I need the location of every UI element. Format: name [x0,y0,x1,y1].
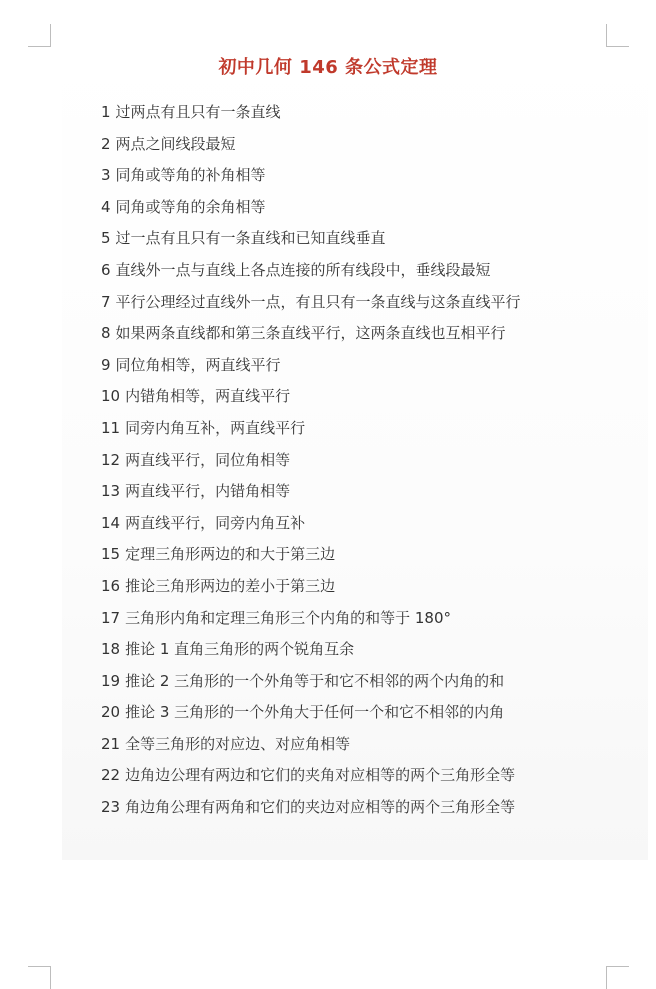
theorem-item [101,320,521,352]
theorem-number: 6 [101,260,111,279]
theorem-number: 19 [101,671,121,690]
theorem-text: 同角或等角的余角相等 [115,197,266,216]
theorem-number: 2 [101,134,111,153]
theorem-number: 3 [101,166,111,185]
theorem-number: 12 [101,450,121,469]
theorem-item [101,131,521,163]
theorem-item [101,289,521,321]
theorem-text: 过一点有且只有一条直线和已知直线垂直 [115,229,386,248]
theorem-item [101,447,521,479]
theorem-text: 过两点有且只有一条直线 [115,103,281,121]
theorem-item [101,605,521,637]
theorem-text: 三角形内角和定理三角形三个内角的和等于 180° [125,608,451,627]
theorem-number: 7 [101,292,111,311]
theorem-number: 4 [101,197,111,216]
theorem-number: 10 [101,387,121,406]
theorem-number: 1 [101,103,111,121]
theorem-item [101,541,521,573]
theorem-text: 推论 2 三角形的一个外角等于和它不相邻的两个内角的和 [125,671,505,690]
theorem-text: 如果两条直线都和第三条直线平行，这两条直线也互相平行 [115,324,506,343]
theorem-number: 23 [101,798,121,817]
theorem-text: 边角边公理有两边和它们的夹角对应相等的两个三角形全等 [125,766,516,785]
theorem-item [101,668,521,700]
theorem-item [101,510,521,542]
theorem-text: 定理三角形两边的和大于第三边 [125,545,336,564]
theorem-number: 18 [101,640,121,659]
theorem-item [101,194,521,226]
theorem-number: 8 [101,324,111,343]
theorem-text: 内错角相等，两直线平行 [125,387,291,406]
theorem-number: 22 [101,766,121,785]
theorem-number: 15 [101,545,121,564]
theorem-item [101,383,521,415]
theorem-item [101,99,521,131]
theorem-number: 14 [101,513,121,532]
theorem-number: 13 [101,482,121,501]
theorem-number: 21 [101,734,121,753]
theorem-text: 推论三角形两边的差小于第三边 [125,576,336,595]
theorem-number: 16 [101,576,121,595]
theorem-text: 两直线平行，同旁内角互补 [125,513,306,532]
crop-mark-top-right [606,24,629,47]
document-title: 初中几何 146 条公式定理 [218,57,438,78]
theorem-item [101,794,521,826]
theorem-number: 17 [101,608,121,627]
theorem-text: 两直线平行，同位角相等 [125,450,291,469]
theorem-item [101,699,521,731]
theorem-list [101,99,521,826]
theorem-text: 直线外一点与直线上各点连接的所有线段中，垂线段最短 [115,260,491,279]
theorem-number: 5 [101,229,111,248]
theorem-item [101,731,521,763]
theorem-number: 11 [101,418,121,437]
theorem-item [101,636,521,668]
theorem-text: 角边角公理有两角和它们的夹边对应相等的两个三角形全等 [125,798,516,817]
theorem-item [101,352,521,384]
theorem-item [101,573,521,605]
theorem-text: 平行公理经过直线外一点，有且只有一条直线与这条直线平行 [115,292,521,311]
theorem-item [101,762,521,794]
theorem-item [101,225,521,257]
crop-mark-top-left [28,24,51,47]
theorem-number: 20 [101,703,121,722]
theorem-item [101,162,521,194]
theorem-text: 同角或等角的补角相等 [115,166,266,185]
crop-mark-bottom-left [28,966,51,989]
theorem-item [101,257,521,289]
theorem-text: 全等三角形的对应边、对应角相等 [125,734,351,753]
theorem-text: 推论 1 直角三角形的两个锐角互余 [125,640,355,659]
theorem-number: 9 [101,355,111,374]
crop-mark-bottom-right [606,966,629,989]
theorem-text: 同旁内角互补，两直线平行 [125,418,306,437]
theorem-text: 同位角相等，两直线平行 [115,355,281,374]
theorem-item [101,415,521,447]
theorem-item [101,478,521,510]
theorem-text: 推论 3 三角形的一个外角大于任何一个和它不相邻的内角 [125,703,505,722]
theorem-text: 两直线平行，内错角相等 [125,482,291,501]
theorem-text: 两点之间线段最短 [115,134,236,153]
